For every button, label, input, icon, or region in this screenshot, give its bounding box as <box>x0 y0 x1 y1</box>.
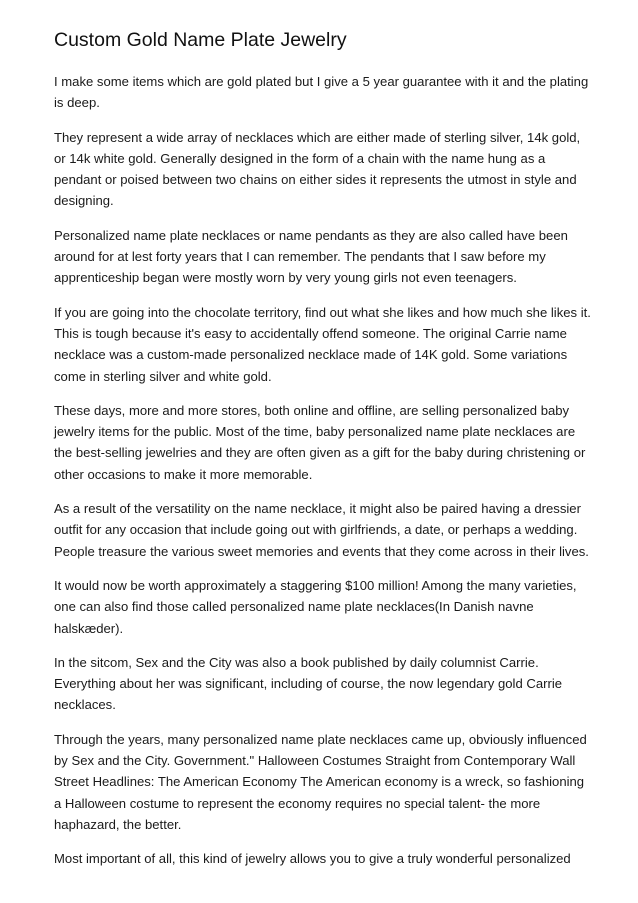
document-body <box>54 71 594 883</box>
paragraph: Most important of all, this kind of jewelry allows you to give a truly wonderful personalized <box>54 851 571 867</box>
paragraph: It would now be worth approximately a staggering $100 million! Among the many varieties, one can also find those called personalized name plate necklaces(In Danish navne halskæder). <box>54 577 577 636</box>
paragraph: Through the years, many personalized name plate necklaces came up, obviously influenced by Sex and the City. Government." Halloween Costumes Straight from Contemporary Wall Street Headlines: The American Economy The American economy is a wreck, so fashioning a Halloween costume to represent the economy requires no special talent- the more haphazard, the better. <box>54 731 587 832</box>
paragraph: In the sitcom, Sex and the City was also a book published by daily columnist Carrie. Everything about her was significant, including of course, the now legendary gold Carrie necklaces. <box>54 654 563 713</box>
page-title: Custom Gold Name Plate Jewelry <box>54 29 347 51</box>
paragraph: I make some items which are gold plated but I give a 5 year guarantee with it and the plating is deep. <box>54 74 589 111</box>
paragraph: As a result of the versatility on the name necklace, it might also be paired having a dressier outfit for any occasion that include going out with girlfriends, a date, or perhaps a wedding. People treasure the various sweet memories and events that they come across in their lives. <box>54 501 589 559</box>
paragraph: They represent a wide array of necklaces which are either made of sterling silver, 14k gold, or 14k white gold. Generally designed in the form of a chain with the name hung as a pendant or poised between two chains on either sides it represents the utmost in style and designing. <box>54 129 581 209</box>
paragraph: Personalized name plate necklaces or name pendants as they are also called have been around for at lest forty years that I can remember. The pendants that I saw before my apprenticeship began were mostly worn by very young girls not even teenagers. <box>54 227 568 286</box>
paragraph: If you are going into the chocolate territory, find out what she likes and how much she likes it. This is tough because it's easy to accidentally offend someone. The original Carrie name necklace was a custom-made personalized necklace made of 14K gold. Some variations come in sterling silver and white gold. <box>54 304 591 384</box>
paragraph: These days, more and more stores, both online and offline, are selling personalized baby jewelry items for the public. Most of the time, baby personalized name plate necklaces are the best-selling jewelries and they are often given as a gift for the baby during christening or other occasions to make it more memorable. <box>54 402 586 482</box>
